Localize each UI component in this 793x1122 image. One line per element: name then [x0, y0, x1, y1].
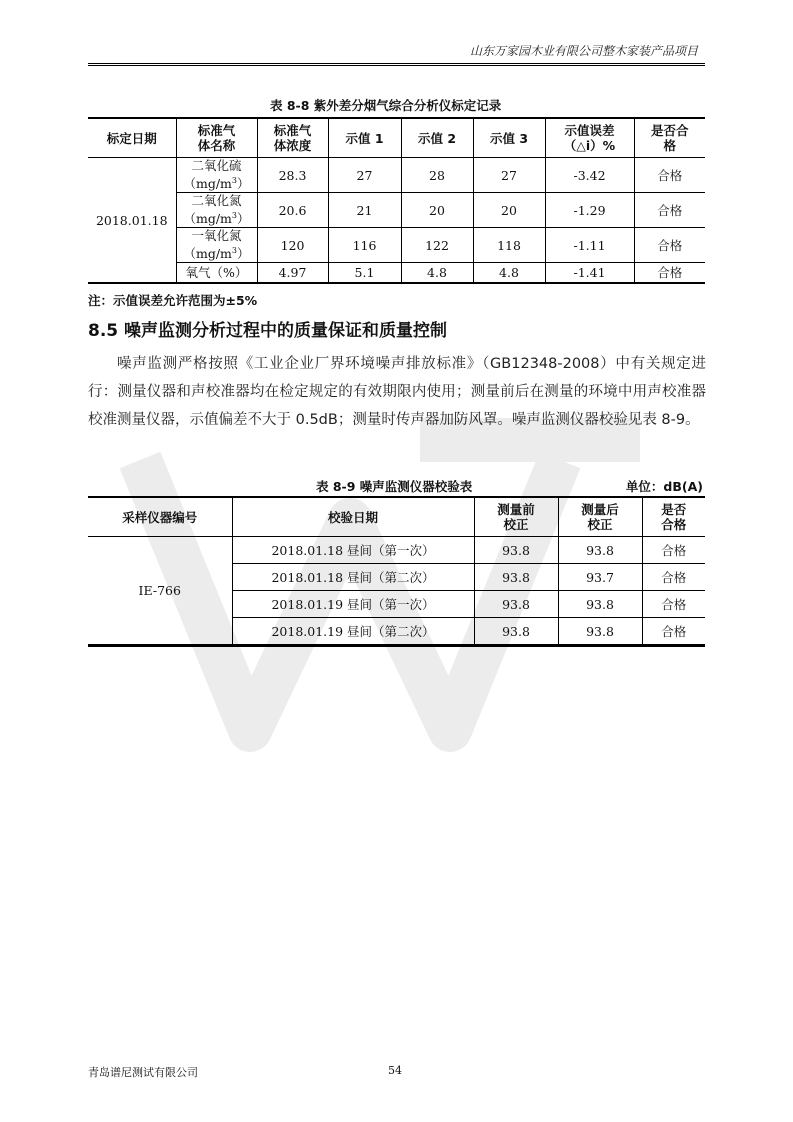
value-2-cell: 122	[401, 228, 473, 263]
gas-name-cell: 一氧化氮 $(mg/m^3)$	[176, 228, 257, 263]
before-cell: 93.8	[474, 537, 558, 564]
col-header-value-2: 示值 2	[401, 118, 473, 158]
header-title: 山东万家园木业有限公司整木家装产品项目	[469, 44, 698, 58]
gas-conc-cell: 120	[257, 228, 328, 263]
value-1-cell: 27	[328, 158, 401, 193]
table-header-row	[88, 118, 705, 158]
pass-cell: 合格	[642, 591, 705, 618]
pass-cell: 合格	[642, 564, 705, 591]
col-header-pass: 是否 合格	[642, 497, 705, 537]
error-cell: -1.11	[545, 228, 634, 263]
gas-conc-cell: 28.3	[257, 158, 328, 193]
col-header-value-3: 示值 3	[473, 118, 545, 158]
table-header-row	[88, 497, 705, 537]
pass-cell: 合格	[642, 537, 705, 564]
col-header-date: 标定日期	[88, 118, 176, 158]
noise-calibration-table	[88, 496, 705, 647]
col-header-gas-conc: 标准气 体浓度	[257, 118, 328, 158]
table-unit: 单位：dB(A)	[625, 479, 703, 494]
col-header-date: 校验日期	[232, 497, 474, 537]
pass-cell: 合格	[634, 158, 705, 193]
table-note: 注：示值误差允许范围为±5%	[88, 293, 258, 308]
value-1-cell: 21	[328, 193, 401, 228]
error-cell: -1.29	[545, 193, 634, 228]
col-header-error: 示值误差 （△i）%	[545, 118, 634, 158]
before-cell: 93.8	[474, 564, 558, 591]
error-cell: -3.42	[545, 158, 634, 193]
calibration-table	[88, 117, 705, 284]
table-8-9-caption: 表 8-9 噪声监测仪器校验表	[316, 479, 473, 494]
gas-name-cell: 二氧化氮 $(mg/m^3)$	[176, 193, 257, 228]
value-1-cell: 116	[328, 228, 401, 263]
value-2-cell: 28	[401, 158, 473, 193]
value-2-cell: 20	[401, 193, 473, 228]
pass-cell: 合格	[642, 618, 705, 646]
after-cell: 93.8	[558, 618, 642, 646]
table-row	[88, 158, 705, 193]
col-header-instrument: 采样仪器编号	[88, 497, 232, 537]
table-row	[88, 263, 705, 284]
value-3-cell: 20	[473, 193, 545, 228]
col-header-value-1: 示值 1	[328, 118, 401, 158]
date-cell: 2018.01.18 昼间（第一次）	[232, 537, 474, 564]
col-header-before: 测量前 校正	[474, 497, 558, 537]
value-3-cell: 118	[473, 228, 545, 263]
pass-cell: 合格	[634, 263, 705, 284]
pass-cell: 合格	[634, 228, 705, 263]
section-heading: 8.5 噪声监测分析过程中的质量保证和质量控制	[88, 321, 448, 341]
table-8-8-caption: 表 8-8 紫外差分烟气综合分析仪标定记录	[270, 98, 502, 113]
section-paragraph: 噪声监测严格按照《工业企业厂界环境噪声排放标准》（GB12348-2008）中有关规定进行：测量仪器和声校准器均在检定规定的有效期限内使用；测量前后在测量的环境中用声校准器校准测量仪器，示值偏差不大于 0.5dB；测量时传声器加防风罩。噪声监测仪器校验见表 8-9。	[88, 356, 706, 428]
date-cell: 2018.01.18 昼间（第二次）	[232, 564, 474, 591]
col-header-gas-name: 标准气 体名称	[176, 118, 257, 158]
before-cell: 93.8	[474, 591, 558, 618]
value-2-cell: 4.8	[401, 263, 473, 284]
col-header-pass: 是否合 格	[634, 118, 705, 158]
gas-conc-cell: 4.97	[257, 263, 328, 284]
table-row	[88, 537, 705, 564]
gas-conc-cell: 20.6	[257, 193, 328, 228]
footer-company: 青岛谱尼测试有限公司	[88, 1066, 198, 1079]
col-header-after: 测量后 校正	[558, 497, 642, 537]
table-row	[88, 193, 705, 228]
after-cell: 93.8	[558, 591, 642, 618]
pass-cell: 合格	[634, 193, 705, 228]
error-cell: -1.41	[545, 263, 634, 284]
date-cell: 2018.01.19 昼间（第二次）	[232, 618, 474, 646]
header-divider	[88, 63, 705, 66]
gas-name-cell: 二氧化硫 $(mg/m^3)$	[176, 158, 257, 193]
before-cell: 93.8	[474, 618, 558, 646]
table-row	[88, 228, 705, 263]
calibration-date-cell: 2018.01.18	[88, 158, 176, 284]
date-cell: 2018.01.19 昼间（第一次）	[232, 591, 474, 618]
value-3-cell: 4.8	[473, 263, 545, 284]
page-number: 54	[388, 1064, 402, 1077]
value-3-cell: 27	[473, 158, 545, 193]
value-1-cell: 5.1	[328, 263, 401, 284]
after-cell: 93.8	[558, 537, 642, 564]
instrument-id-cell: IE-766	[88, 537, 232, 646]
gas-name-cell: 氧气（%）	[176, 263, 257, 284]
after-cell: 93.7	[558, 564, 642, 591]
